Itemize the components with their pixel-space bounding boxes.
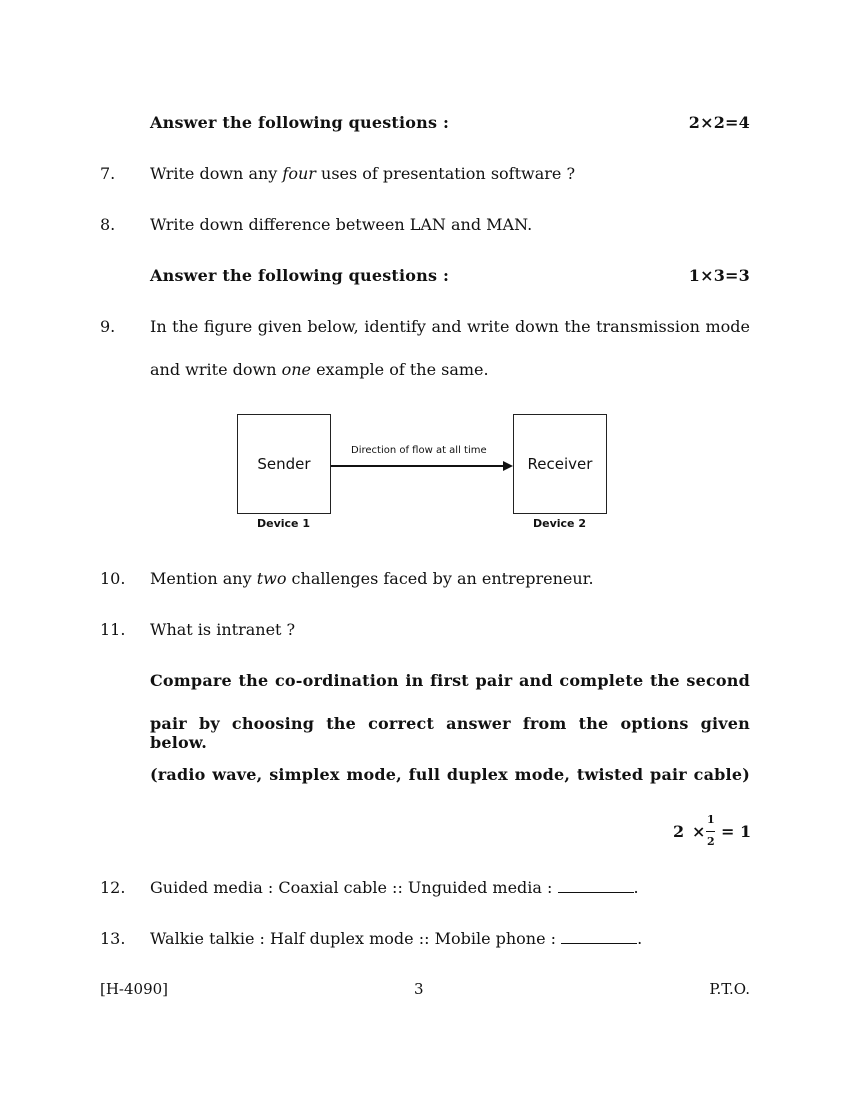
q7-post: uses of presentation software ? — [315, 164, 576, 183]
q10-emphasis: two — [256, 569, 287, 588]
section-heading-1: Answer the following questions : — [150, 113, 450, 132]
question-text-9-line2 — [150, 360, 489, 379]
sender-box — [237, 414, 331, 514]
sender-label: Sender — [257, 455, 311, 473]
question-text-7 — [150, 164, 575, 183]
question-number-9: 9. — [100, 317, 116, 336]
section-instruction-line2: pair by choosing the correct answer from the options given below. — [150, 714, 750, 752]
receiver-box — [513, 414, 607, 514]
question-number-13: 13. — [100, 929, 126, 948]
marks-fraction-bar — [706, 831, 715, 832]
page-number: 3 — [414, 980, 424, 998]
marks-fraction-denominator: 2 — [707, 835, 715, 848]
question-text-12 — [150, 878, 639, 897]
question-text-10 — [150, 569, 594, 588]
flow-arrow-icon — [331, 458, 513, 474]
section-heading-2: Answer the following questions : — [150, 266, 450, 285]
question-text-9-line1: In the figure given below, identify and write down the transmission mode — [150, 317, 750, 336]
device2-label: Device 2 — [533, 517, 586, 530]
q9-line2-post: example of the same. — [310, 360, 489, 379]
marks-multiplier: 2 — [673, 822, 685, 841]
paper-code: [H-4090] — [100, 980, 169, 998]
section-options: (radio wave, simplex mode, full duplex mode, twisted pair cable) — [150, 765, 750, 784]
question-number-11: 11. — [100, 620, 126, 639]
section-marks-1: 2×2=4 — [688, 113, 750, 132]
q7-pre: Write down any — [150, 164, 283, 183]
q7-emphasis: four — [282, 164, 316, 183]
q9-line2-pre: and write down — [150, 360, 282, 379]
device1-label: Device 1 — [257, 517, 310, 530]
question-text-13 — [150, 929, 642, 948]
question-number-12: 12. — [100, 878, 126, 897]
section-marks-2: 1×3=3 — [688, 266, 750, 285]
marks-total: 1 — [740, 822, 752, 841]
section-instruction-line1: Compare the co-ordination in first pair and complete the second — [150, 671, 750, 690]
question-text-11: What is intranet ? — [150, 620, 296, 639]
q13-text: Walkie talkie : Half duplex mode :: Mobile phone : — [150, 929, 557, 948]
q10-pre: Mention any — [150, 569, 257, 588]
q12-text: Guided media : Coaxial cable :: Unguided media : — [150, 878, 553, 897]
q13-end: . — [637, 929, 643, 948]
q10-post: challenges faced by an entrepreneur. — [286, 569, 594, 588]
answer-blank-12[interactable] — [558, 878, 634, 893]
marks-times: × — [692, 822, 706, 841]
receiver-label: Receiver — [527, 455, 593, 473]
question-number-10: 10. — [100, 569, 126, 588]
please-turn-over: P.T.O. — [709, 980, 750, 998]
marks-fraction-numerator: 1 — [707, 813, 715, 826]
q12-end: . — [633, 878, 639, 897]
answer-blank-13[interactable] — [561, 929, 637, 944]
question-text-8: Write down difference between LAN and MAN. — [150, 215, 533, 234]
q9-emphasis: one — [281, 360, 311, 379]
flow-direction-label: Direction of flow at all time — [351, 445, 487, 456]
question-number-7: 7. — [100, 164, 116, 183]
question-number-8: 8. — [100, 215, 116, 234]
marks-equals: = — [721, 822, 735, 841]
